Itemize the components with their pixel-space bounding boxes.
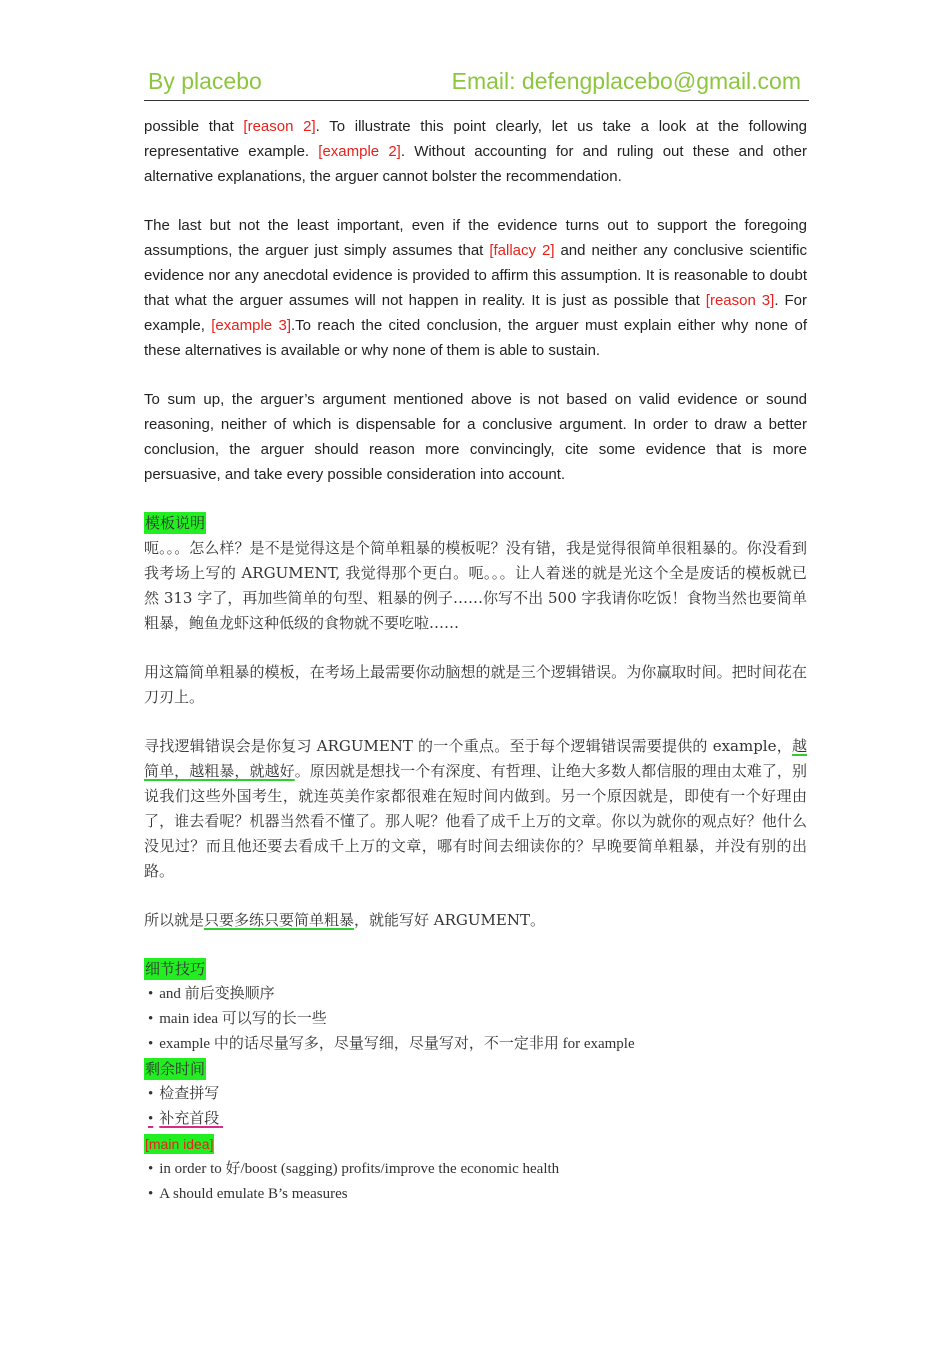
section-label-template-note: 模板说明: [145, 514, 206, 532]
section-label-wrap: [144, 1132, 807, 1157]
paragraph-fallacy-2: [144, 213, 807, 363]
text-span: .To reach the cited conclusion, the arguer must explain either why none of these alternatives is available or why none of them is able to sustain.: [144, 317, 807, 359]
section-label-wrap: [144, 1057, 807, 1082]
section-label-details: 细节技巧: [145, 960, 206, 978]
note-paragraph-4: [144, 908, 807, 933]
text-span: 所以就是: [144, 911, 205, 929]
list-item-text: A should emulate B’s measures: [159, 1186, 348, 1202]
bullet-icon: •: [148, 1011, 154, 1027]
remaining-list: [144, 1082, 807, 1132]
text-span: The last but not the least important, even if the evidence turns out to support the foregoing assumptions, the arguer just simply assumes that: [144, 217, 807, 259]
list-item-text: 补充首段: [159, 1111, 220, 1127]
text-span: . Without accounting for and ruling out these and other alternative explanations, the arguer cannot bolster the recommendation.: [144, 143, 807, 185]
text-span: 。原因就是想找一个有深度、有哲理、让绝大多数人都信服的理由太难了，别说我们这些外国考生，就连英美作家都很难在短时间内做到。另一个原因就是，即使有一个好理由了，谁去看呢？机器当然看不懂了。那人呢？他看了成千上万的文章。你以为就你的观点好？他什么没见过？而且他还要去看成千上万的文章，哪有时间去细读你的？早晚要简单粗暴，并没有别的出路。: [144, 762, 807, 880]
details-list: [144, 982, 807, 1057]
list-item: [148, 1007, 807, 1032]
placeholder-reason-3: [reason 3]: [705, 292, 775, 309]
text-span: 寻找逻辑错误会是你复习 ARGUMENT 的一个重点。至于每个逻辑错误需要提供的 example，: [144, 737, 792, 755]
note-paragraph-1: 呃。。。怎么样？是不是觉得这是个简单粗暴的模板呢？没有错，我是觉得很简单很粗暴的。你没看到我考场上写的 ARGUMENT, 我觉得那个更白。呃。。。让人着迷的就是光这个全是废话的模板就已然 313 字了，再加些简单的句型、粗暴的例子……你写不出 500 字我请你吃饭！食物当然也要简单粗暴，鲍鱼龙虾这种低级的食物就不要吃啦……: [144, 539, 807, 632]
paragraph-conclusion: To sum up, the arguer’s argument mentioned above is not based on valid evidence or sound reasoning, neither of which is dispensable for a conclusive argument. In order to draw a better conclusion, the arguer should reason more convincingly, cite some evidence that is more persuasive, and take every possible consideration into account.: [144, 391, 807, 483]
underlined-item: [148, 1111, 223, 1127]
paragraph-reason-2: [144, 114, 807, 189]
underlined-phrase: 只要多练只要简单粗暴: [204, 911, 355, 929]
list-item-text: main idea 可以写的长一些: [159, 1011, 327, 1027]
text-span: and neither any conclusive scientific evidence nor any anecdotal evidence is provided to affirm this assumption. It is reasonable to doubt that what the arguer assumes will not happen in reality. It is just as possible that: [144, 242, 807, 309]
placeholder-example-3: [example 3]: [211, 317, 292, 334]
section-label-wrap: [144, 511, 807, 536]
bullet-icon: •: [148, 1036, 154, 1052]
underlined-phrase: 越简单，越粗暴，就越好: [144, 737, 807, 780]
note-paragraph-2: 用这篇简单粗暴的模板，在考场上最需要你动脑想的就是三个逻辑错误。为你赢取时间。把时间花在刀刃上。: [144, 663, 807, 706]
main-idea-list: [144, 1157, 807, 1207]
page-header: [144, 66, 809, 101]
placeholder-example-2: [example 2]: [318, 143, 401, 160]
text-span: . To illustrate this point clearly, let us take a look at the following representative example.: [144, 118, 807, 160]
list-item: [148, 1157, 807, 1182]
text-span: . For example,: [144, 292, 807, 334]
list-item-text: example 中的话尽量写多，尽量写细，尽量写对，不一定非用 for example: [159, 1036, 635, 1052]
list-item: [148, 982, 807, 1007]
list-item: [148, 1107, 807, 1132]
bullet-icon: •: [148, 1111, 154, 1127]
list-item-text: in order to 好/boost (sagging) profits/improve the economic health: [159, 1161, 560, 1177]
bullet-icon: •: [148, 986, 154, 1002]
section-label-main-idea: [main idea]: [145, 1136, 214, 1152]
bullet-icon: •: [148, 1161, 154, 1177]
placeholder-reason-2: [reason 2]: [243, 118, 316, 135]
list-item: [148, 1182, 807, 1207]
section-label-wrap: [144, 957, 807, 982]
text-span: possible that: [144, 118, 244, 135]
bullet-icon: •: [148, 1186, 154, 1202]
list-item-text: 检查拼写: [159, 1086, 220, 1102]
text-span: ，就能写好 ARGUMENT。: [354, 911, 545, 929]
list-item: [148, 1082, 807, 1107]
note-paragraph-3: [144, 734, 807, 884]
header-email: Email: defengplacebo@gmail.com: [451, 68, 801, 94]
list-item-text: and 前后变换顺序: [159, 986, 275, 1002]
header-author: By placebo: [148, 68, 262, 94]
list-item: [148, 1032, 807, 1057]
placeholder-fallacy-2: [fallacy 2]: [489, 242, 555, 259]
bullet-icon: •: [148, 1086, 154, 1102]
page-content: [144, 114, 807, 1207]
section-label-remaining: 剩余时间: [145, 1060, 206, 1078]
